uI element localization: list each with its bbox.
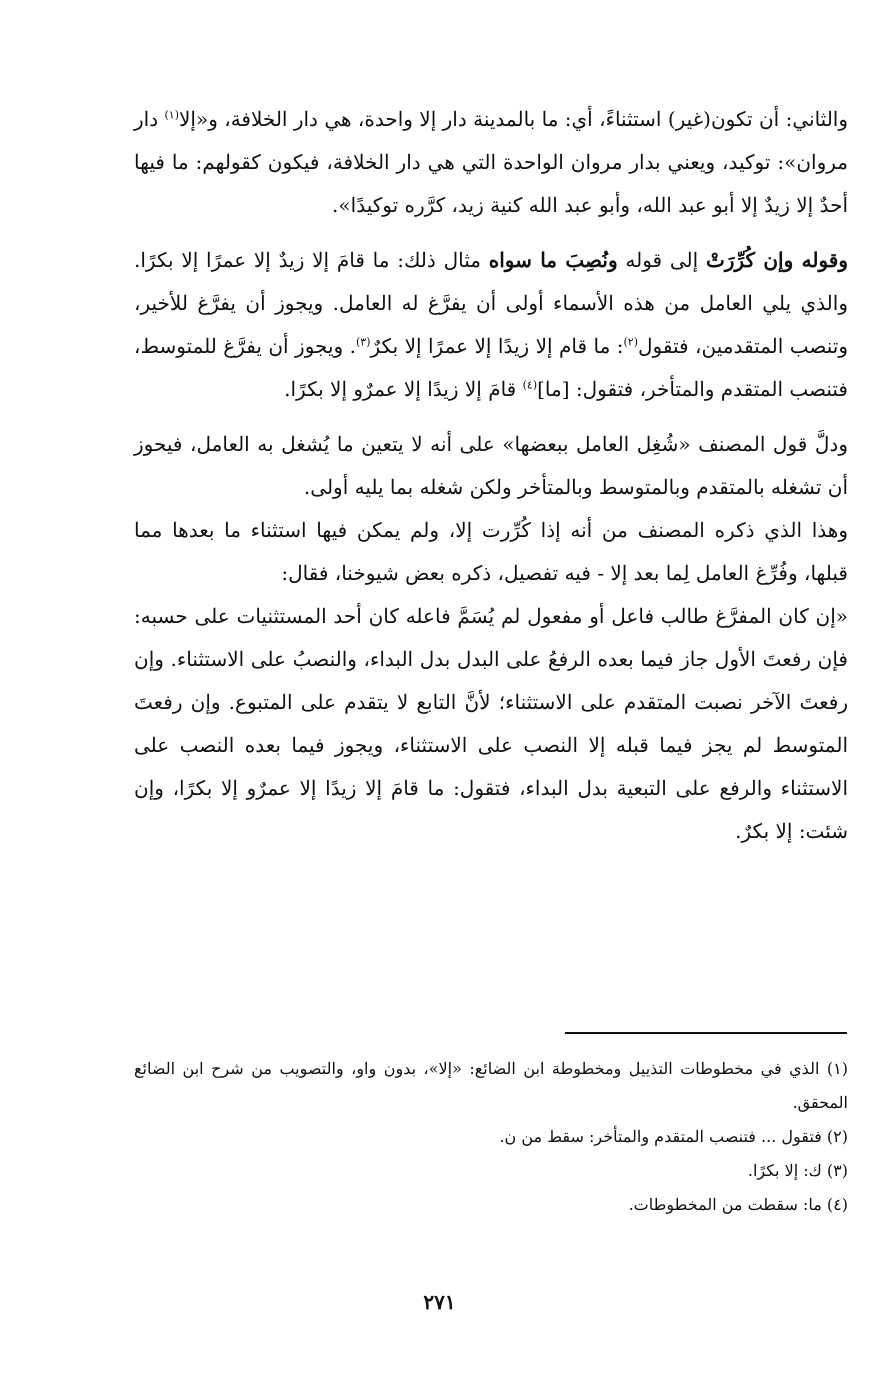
- paragraph-2-text-b: : ما قام إلا زيدًا إلا عمرًا إلا بكرٌ: [370, 334, 624, 358]
- footnote-ref-1: (١): [164, 108, 180, 122]
- paragraph-5: «إن كان المفرَّغ طالب فاعل أو مفعول لم يُسَمَّ فاعله كان أحد المستثنيات على حسبه: فإن رفعتَ الأول جاز فيما بعده الرفعُ على البدل بدل البداء، والنصبُ على الاستثناء. وإن رفعتَ الآخر نصبت المتقدم على الاستثناء؛ لأنَّ التابع لا يتقدم على المتبوع. وإن رفعتَ المتوسط لم يجز فيما قبله إلا النصب على الاستثناء، ويجوز فيما بعده النصب على الاستثناء والرفع على التبعية بدل البداء، فتقول: ما قامَ إلا زيدًا إلا عمرٌو إلا بكرًا، وإن شئت: إلا بكرٌ.: [134, 604, 849, 843]
- paragraph-1-text-b: دار مروان»: توكيد، ويعني بدار مروان الواحدة التي هي دار الخلافة، فيكون كقولهم: ما فيها أحدٌ إلا زيدٌ إلا أبو عبد الله، وأبو عبد الله كنية زيد، كرَّره توكيدًا».: [134, 107, 848, 217]
- footnote-3: (٣) ك: إلا بكرًا.: [747, 1161, 848, 1180]
- paragraph-2-text-d: قامَ إلا زيدًا إلا عمرٌو إلا بكرًا.: [284, 377, 523, 401]
- page-number: ٢٧١: [423, 1290, 456, 1314]
- quoted-text-bold-2: ونُصِبَ ما سواه: [488, 248, 618, 272]
- footnotes: [134, 1052, 848, 1222]
- main-text: [134, 98, 848, 853]
- paragraph-3: ودلَّ قول المصنف «شُغِل العامل ببعضها» على أنه لا يتعين ما يُشغل به العامل، فيحوز أن تشغله بالمتقدم وبالمتوسط وبالمتأخر ولكن شغله بما يليه أولى.: [134, 432, 848, 499]
- paragraph-2: [134, 239, 848, 411]
- footnote-ref-4: (٤): [522, 378, 538, 392]
- footnote-2: (٢) فتقول ... فتنصب المتقدم والمتأخر: سقط من ن.: [499, 1127, 848, 1146]
- paragraph-1-text-a: والثاني: أن تكون(غير) استثناءً، أي: ما بالمدينة دار إلا واحدة، هي دار الخلافة، و«إلا: [179, 107, 849, 131]
- paragraph-2-text-a: مثال ذلك: ما قامَ إلا زيدٌ إلا عمرًا إلا بكرًا. والذي يلي العامل من هذه الأسماء أولى أن يفرَّغ له العامل. ويجوز أن يفرَّغ للأخير، وتنصب المتقدمين، فتقول: [134, 248, 849, 358]
- footnote-1: (١) الذي في مخطوطات التذييل ومخطوطة ابن الضائع: «إلا»، بدون واو، والتصويب من شرح ابن الضائع المحقق.: [134, 1059, 848, 1112]
- quoted-text-bold-1: وقوله وإن كُرِّرَتْ: [705, 248, 848, 272]
- footnote-4: (٤) ما: سقطت من المخطوطات.: [628, 1195, 848, 1214]
- footnote-ref-3: (٣): [355, 335, 371, 349]
- paragraph-2-connector: إلى قوله: [617, 248, 706, 272]
- footnote-separator: [565, 1032, 847, 1034]
- paragraph-4: وهذا الذي ذكره المصنف من أنه إذا كُرِّرت إلا، ولم يمكن فيها استثناء ما بعدها مما قبلها، وفُرِّغ العامل لِما بعد إلا - فيه تفصيل، ذكره بعض شيوخنا، فقال:: [134, 518, 848, 585]
- footnote-ref-2: (٢): [623, 335, 639, 349]
- paragraph-2-text-c: . ويجوز أن يفرَّغ للمتوسط، فتنصب المتقدم والمتأخر، فتقول: [ما]: [134, 334, 848, 401]
- paragraph-1: [134, 98, 848, 227]
